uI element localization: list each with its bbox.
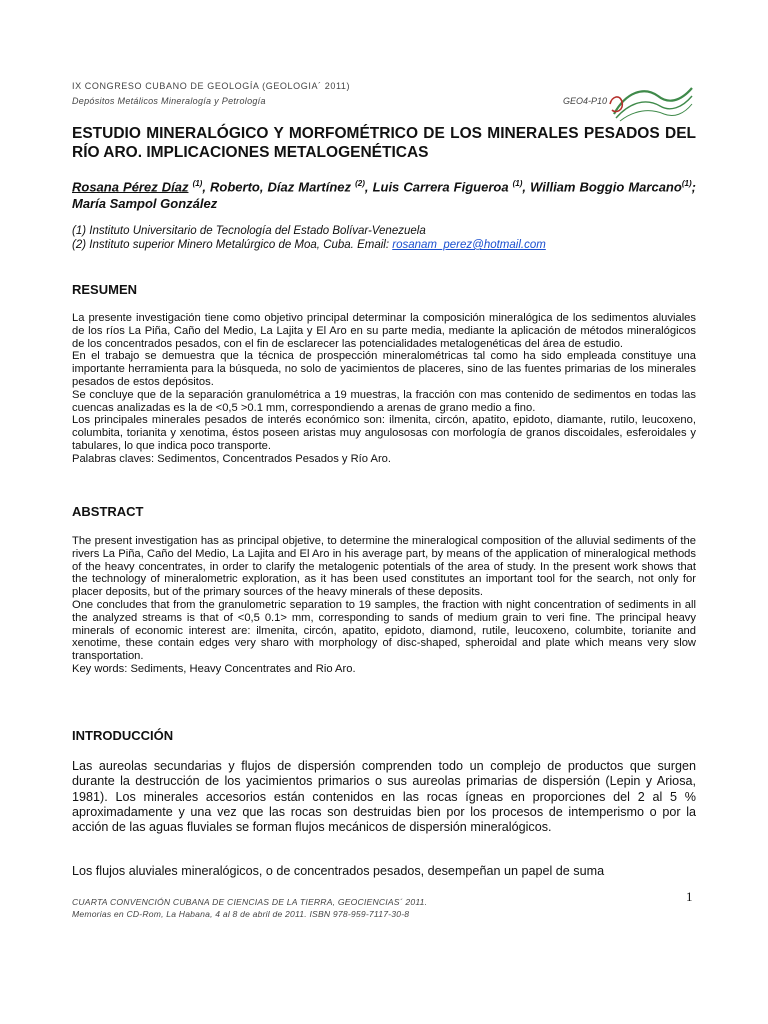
author-1: Rosana Pérez Díaz — [72, 179, 189, 195]
section-header: Depósitos Metálicos Mineralogía y Petrología — [72, 96, 266, 106]
abstract-keywords: Key words: Sediments, Heavy Concentrates and Rio Aro. — [72, 662, 356, 675]
author-2: Roberto, Díaz Martínez — [210, 179, 352, 195]
author-3-affiliation: (1) — [512, 179, 523, 188]
affiliation-2-text: (2) Instituto superior Minero Metalúrgico de Moa, Cuba. Email: — [72, 239, 390, 251]
resumen-heading: RESUMEN — [72, 282, 138, 297]
footer-line-1: CUARTA CONVENCIÓN CUBANA DE CIENCIAS DE LA TIERRA, GEOCIENCIAS´ 2011. — [72, 897, 428, 907]
resumen-paragraph: La presente investigación tiene como objetivo principal determinar la composición mineralógica de los sedimentos aluviales de los ríos La Piña, Caño del Medio, La Lajita y El Aro en su parte media, mediante la aplicación de métodos mineralógicos de los concentrados pesados, con el fin de esclarecer las potencialidades metalogenéticas del área de estudio. — [72, 312, 696, 350]
author-2-affiliation: (2) — [355, 179, 365, 188]
introduccion-paragraph-1: Las aureolas secundarias y flujos de dispersión comprenden todo un complejo de productos que surgen durante la destrucción de los yacimientos primarios o sus aureolas primarias de dispersión (Lepin y Ariosa, 1981). Los minerales accesorios están contenidos en las rocas ígneas en proporciones del 2 al 5 % aproximadamente y una vez que las rocas son destruidas bien por los procesos de intemperismo o por la acción de las aguas fluviales se forman flujos mecánicos de dispersión mineralógicos. — [72, 759, 696, 835]
resumen-paragraph: Los principales minerales pesados de interés económico son: ilmenita, circón, apatito, epidoto, diamante, rutilo, leucoxeno, columbita, torianita y xenotima, éstos poseen aristas muy angulososas con morfología de granos discoidales, esferoidales y tabulares, lo que indica poco transporte. — [72, 414, 696, 452]
congress-header: IX CONGRESO CUBANO DE GEOLOGÍA (GEOLOGIA´ 2011) — [72, 81, 351, 91]
author-4-affiliation: (1) — [681, 179, 692, 188]
introduccion-paragraph-2: Los flujos aluviales mineralógicos, o de concentrados pesados, desempeñan un papel de suma — [72, 864, 605, 878]
affiliation-1: (1) Instituto Universitario de Tecnología del Estado Bolívar-Venezuela — [72, 225, 426, 237]
page-number: 1 — [686, 889, 693, 904]
resumen-keywords: Palabras claves: Sedimentos, Concentrados Pesados y Río Aro. — [72, 452, 392, 465]
author-list: Rosana Pérez Díaz $^{(1)}$, Roberto, Díaz Martínez $^{(2)}$, Luis Carrera Figueroa $^{(1)}$, William Boggio Marcano$^{(1)}$; María Sampol González — [72, 179, 696, 212]
resumen-body — [72, 312, 696, 466]
abstract-heading: ABSTRACT — [72, 504, 144, 519]
abstract-body — [72, 535, 696, 676]
congress-wave-logo-icon — [606, 74, 696, 126]
introduccion-heading: INTRODUCCIÓN — [72, 728, 174, 743]
author-3: Luis Carrera Figueroa — [372, 179, 509, 195]
affiliation-2 — [72, 238, 696, 252]
paper-title: ESTUDIO MINERALÓGICO Y MORFOMÉTRICO DE LOS MINERALES PESADOS DEL RÍO ARO. IMPLICACIONES METALOGENÉTICAS — [72, 125, 696, 161]
resumen-paragraph: En el trabajo se demuestra que la técnica de prospección mineralométricas tal como ha sido empleada constituye una importante herramienta para la búsqueda, no solo de yacimientos de placeres, sino de las fuentes primarias de los minerales pesados de estos depósitos. — [72, 350, 696, 388]
footer-line-2: Memorias en CD-Rom, La Habana, 4 al 8 de abril de 2011. ISBN 978-959-7117-30-8 — [72, 909, 410, 919]
paper-code: GEO4-P10 — [563, 96, 608, 106]
abstract-paragraph: One concludes that from the granulometric separation to 19 samples, the fraction with night concentration of sediments in all the analyzed streams is that of <0,5 0.1> mm, corresponding to sands of medium grain to veri fine. The principal heavy minerals of economic interest are: ilmenita, circón, apatito, epidoto, diamond, rutile, leucoxeno, columbite, torianite and xenotime, these contain edges very sharo with morphology of disc-shaped, spheroidal and plate which means very slow transportation. — [72, 598, 696, 663]
author-1-affiliation: (1) — [192, 179, 203, 188]
resumen-paragraph: Se concluye que de la separación granulométrica a 19 muestras, la fracción con mas contenido de sedimentos en todas las cuencas analizadas es la de <0,5 >0.1 mm, correspondiendo a arenas de grano medio a fino. — [72, 388, 696, 414]
author-email-link[interactable]: rosanam_perez@hotmail.com — [392, 239, 546, 251]
author-5: María Sampol González — [72, 196, 218, 212]
abstract-paragraph: The present investigation has as principal objetive, to determine the mineralogical composition of the alluvial sediments of the rivers La Piña, Caño del Medio, La Lajita and El Aro in his average part, by means of the application of mineralogical methods of the heavy concentrates, in order to clarify the metalogenic potentials of the area of study. In the present work shows that the technology of mineralometric exploration, as it has been used constitutes an important tool for the search, not only for placer deposits, but of the primary sources of the heavy minerals of these deposits. — [72, 535, 696, 599]
author-4: William Boggio Marcano — [530, 179, 682, 195]
